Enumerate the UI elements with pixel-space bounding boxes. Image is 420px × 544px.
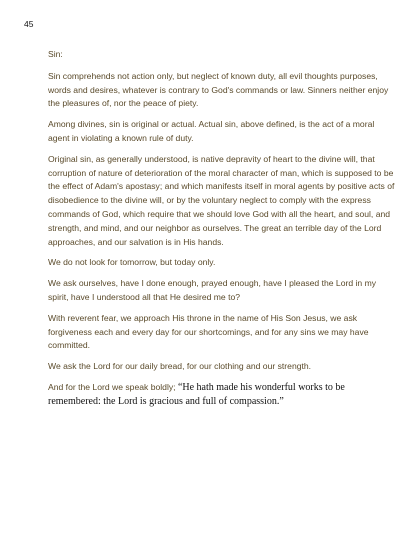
paragraph-original-sin: Original sin, as generally understood, is native depravity of heart to the divine will, that corruption of nature of deterioration of the moral character of man, which is supposed to be the effect of Adam's apostasy; and which manifests itself in moral agents by positive acts of disobedience to the divine will, or by the voluntary neglect to comply with the express commands of God, which require that we should love God with all the heart, and soul, and strength, and mind, and our neighbor as ourselves. The great an terrible day of the Lord approaches, and our salvation is in His hands. bbox=[48, 153, 395, 247]
paragraph-daily-bread: We ask the Lord for our daily bread, for our clothing and our strength. bbox=[48, 361, 312, 372]
section-heading: Sin: bbox=[48, 49, 63, 59]
final-lead: And for the Lord we speak boldly; bbox=[48, 381, 178, 392]
paragraph-final bbox=[48, 381, 398, 409]
paragraph-original-or-actual: Among divines, sin is original or actual. Actual sin, above defined, is the act of a moral agent in violating a known rule of duty. bbox=[48, 119, 375, 143]
paragraph-ask-ourselves: We ask ourselves, have I done enough, prayed enough, have I pleased the Lord in my spirit, have I understood all that He desired me to? bbox=[48, 278, 377, 302]
paragraph-sin-definition: Sin comprehends not action only, but neglect of known duty, all evil thoughts purposes, words and desires, whatever is contrary to God's commands or law. Sinners neither enjoy the pleasures of, nor the peace of piety. bbox=[48, 70, 389, 109]
paragraph-today-only: We do not look for tomorrow, but today only. bbox=[48, 257, 216, 268]
page-number: 45 bbox=[24, 19, 34, 29]
final-quote: “He hath made his wonderful works to be remembered: the Lord is gracious and full of compassion.” bbox=[48, 381, 345, 407]
paragraph-reverent-fear: With reverent fear, we approach His throne in the name of His Son Jesus, we ask forgiveness each and every day for our shortcomings, and for any sins we may have committed. bbox=[48, 312, 369, 351]
page-body bbox=[48, 48, 398, 416]
